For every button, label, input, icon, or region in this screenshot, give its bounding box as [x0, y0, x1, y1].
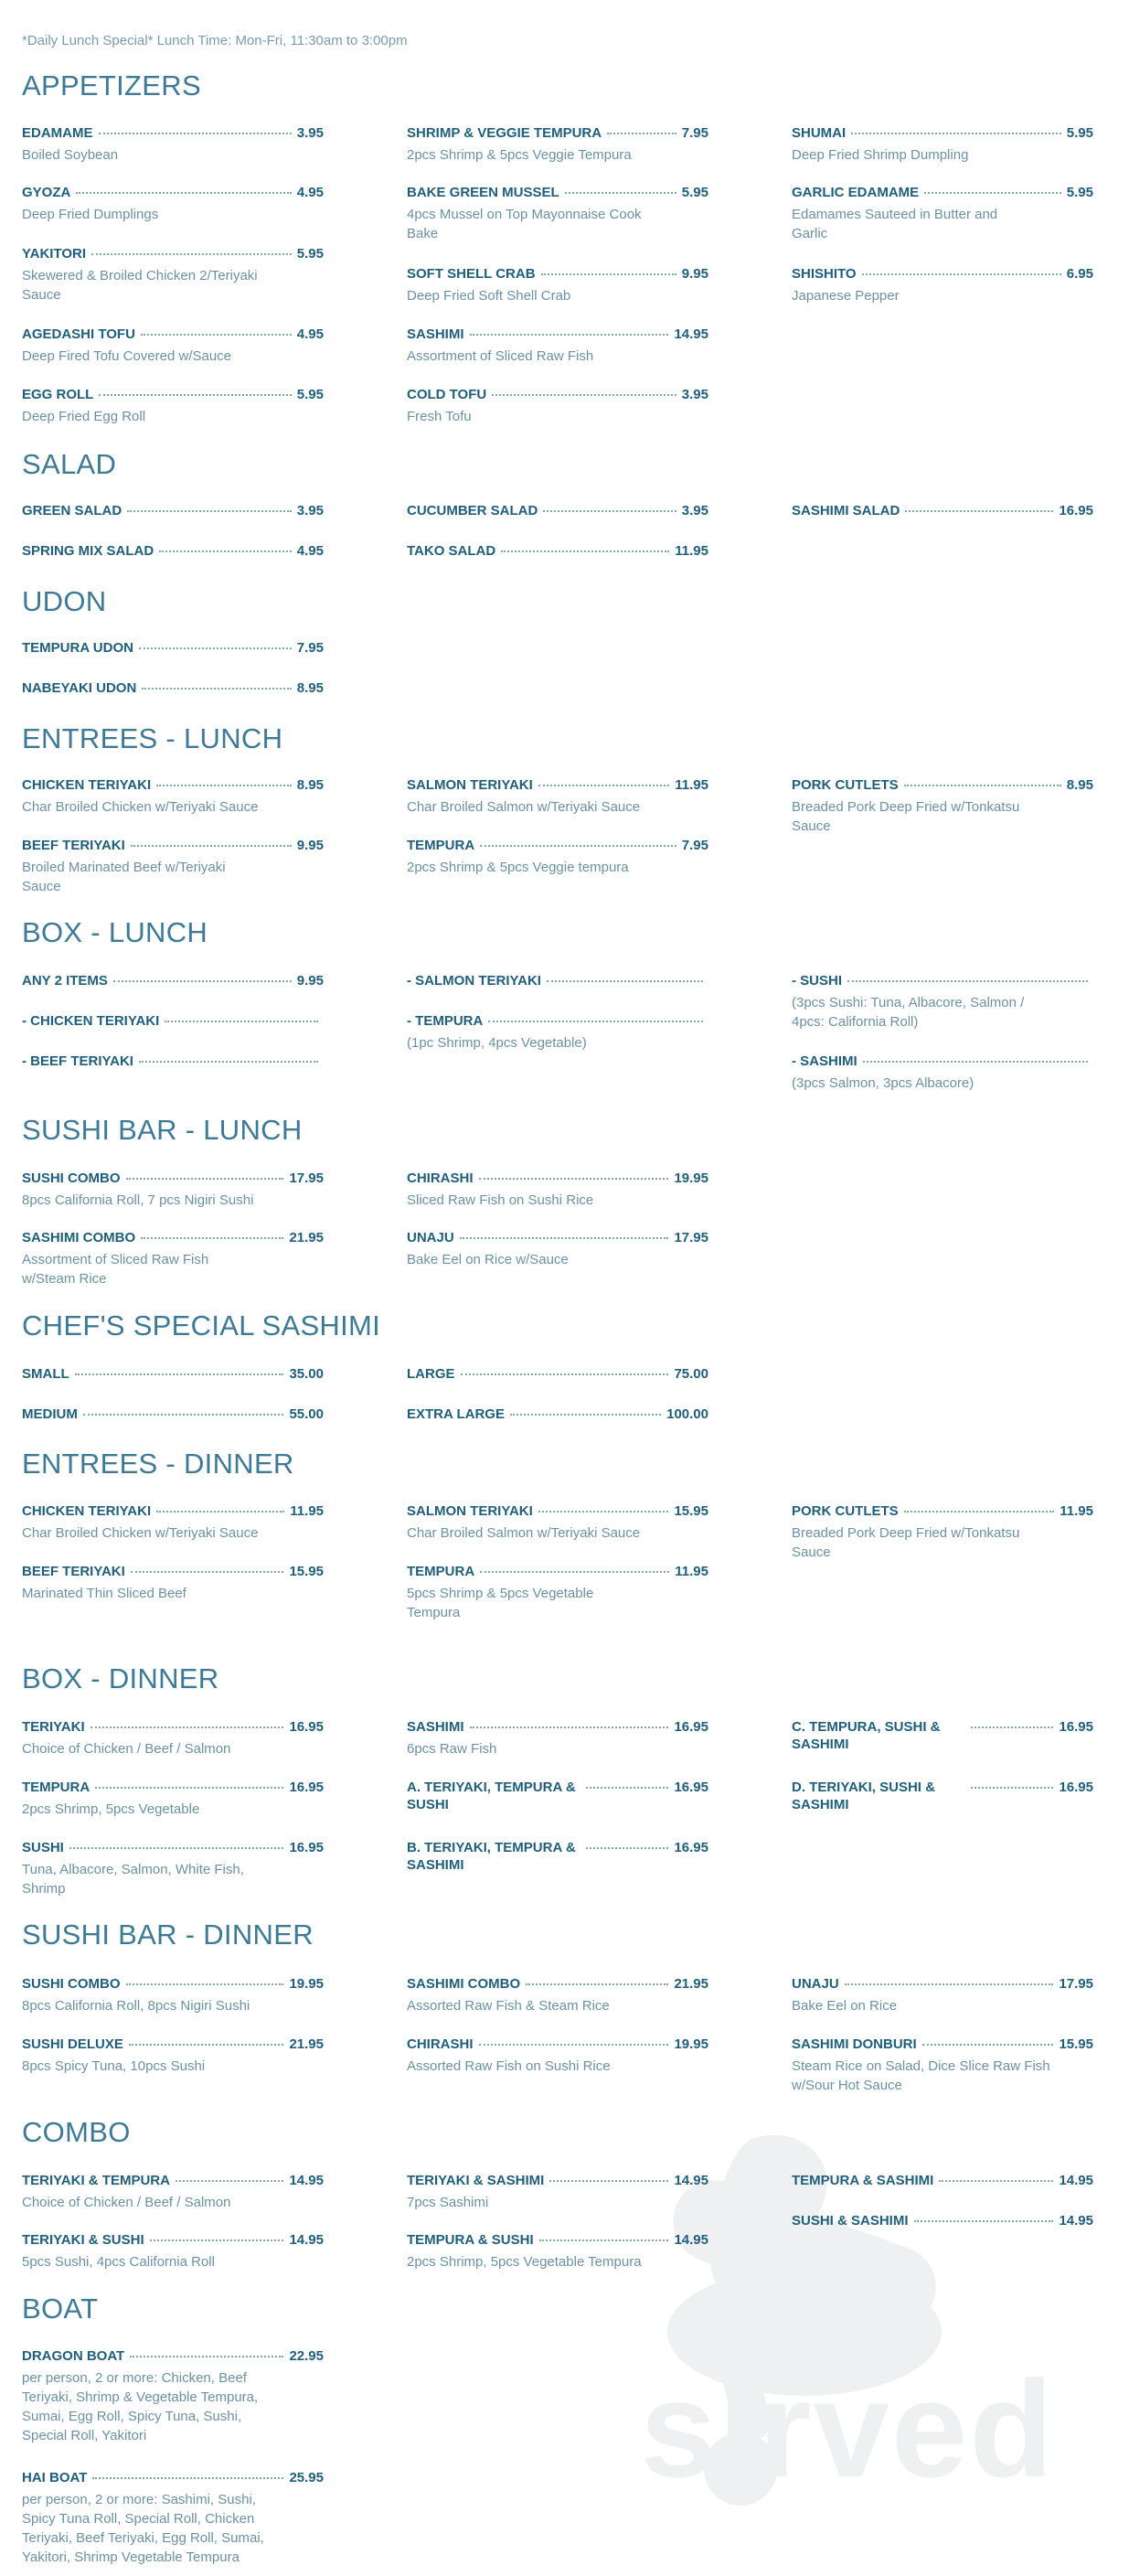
menu-item — [22, 326, 324, 366]
item-name: BAKE GREEN MUSSEL — [407, 185, 559, 200]
menu-item — [22, 639, 324, 657]
item-desc: 8pcs California Roll, 7 pcs Nigiri Sushi — [22, 1192, 254, 1208]
item-price: 14.95 — [1059, 2213, 1093, 2229]
item-price: 21.95 — [289, 2036, 324, 2052]
menu-item — [22, 1779, 324, 1819]
menu-item — [792, 2172, 1093, 2189]
menu-item — [407, 184, 708, 243]
menu-item — [22, 1170, 324, 1210]
menu-item — [22, 1502, 324, 1543]
item-desc: Deep Fried Dumplings — [22, 207, 159, 222]
item-price: 55.00 — [289, 1406, 324, 1422]
item-name: B. TERIYAKI, TEMPURA & SASHIMI — [407, 1840, 576, 1873]
item-price: 14.95 — [289, 2173, 324, 2188]
item-desc: (1pc Shrimp, 4pcs Vegetable) — [407, 1035, 587, 1051]
item-name: C. TEMPURA, SUSHI & SASHIMI — [792, 1719, 941, 1752]
item-price: 11.95 — [290, 1503, 324, 1519]
item-price: 11.95 — [1060, 1503, 1093, 1519]
menu-item — [407, 1839, 708, 1874]
menu-item — [792, 502, 1093, 519]
menu-item — [22, 2231, 324, 2271]
item-price: 22.95 — [289, 2348, 324, 2364]
item-price: 14.95 — [1059, 2173, 1093, 2188]
item-desc: Char Broiled Salmon w/Teriyaki Sauce — [407, 1525, 641, 1541]
menu-item — [792, 1502, 1093, 1562]
menu-item — [407, 1718, 708, 1758]
item-name: TEMPURA — [407, 1564, 475, 1579]
item-desc: per person, 2 or more: Sashimi, Sushi, Spicy Tuna Roll, Special Roll, Chicken Teriyaki, Beef Teriyaki, Egg Roll, Sumai, Yakitori, Shrimp Vegetable Tempura — [22, 2492, 264, 2565]
item-price: 4.95 — [296, 185, 324, 200]
menu-item — [22, 124, 324, 165]
menu-item — [22, 679, 324, 697]
item-price: 19.95 — [289, 1976, 324, 1992]
item-name: TEMPURA — [407, 838, 475, 853]
menu-item — [22, 1229, 324, 1288]
item-price: 8.95 — [296, 777, 324, 793]
item-price: 4.95 — [296, 326, 324, 342]
item-desc: Bake Eel on Rice — [792, 1998, 898, 2014]
item-price: 15.95 — [1059, 2036, 1093, 2052]
section-title-boat: BOAT — [22, 2293, 99, 2325]
menu-item — [407, 2231, 708, 2271]
item-desc: Char Broiled Chicken w/Teriyaki Sauce — [22, 1525, 259, 1541]
item-name: ANY 2 ITEMS — [22, 973, 108, 989]
section-title-box-lunch: BOX - LUNCH — [22, 916, 208, 948]
item-name: - CHICKEN TERIYAKI — [22, 1013, 160, 1029]
menu-item — [22, 1975, 324, 2015]
menu-item — [407, 2036, 708, 2076]
item-desc: 5pcs Shrimp & 5pcs Vegetable Tempura — [407, 1586, 594, 1620]
item-price: 14.95 — [674, 326, 708, 342]
item-price: 14.95 — [674, 2173, 708, 2188]
menu-item — [792, 1718, 1093, 1753]
menu-item — [407, 542, 708, 560]
item-price: 16.95 — [674, 1840, 708, 1855]
item-desc: 5pcs Sushi, 4pcs California Roll — [22, 2254, 215, 2270]
item-name: GYOZA — [22, 185, 71, 200]
item-desc: Deep Fried Shrimp Dumpling — [792, 147, 969, 163]
menu-item — [407, 2172, 708, 2212]
item-desc: per person, 2 or more: Chicken, Beef Teriyaki, Shrimp & Vegetable Tempura, Sumai, Egg Roll, Spicy Tuna, Sushi, Special Roll, Yakitori — [22, 2370, 259, 2443]
item-price: 4.95 — [296, 543, 324, 559]
menu-item — [22, 2469, 324, 2567]
menu-item — [792, 2212, 1093, 2229]
menu-item — [792, 972, 1093, 1031]
item-price: 16.95 — [289, 1840, 324, 1855]
item-desc: Marinated Thin Sliced Beef — [22, 1586, 186, 1601]
item-name: TEMPURA & SASHIMI — [792, 2173, 934, 2188]
item-price: 17.95 — [1059, 1976, 1093, 1992]
menu-item — [792, 2036, 1093, 2095]
section-title-sushi-bar-lunch: SUSHI BAR - LUNCH — [22, 1114, 303, 1146]
menu-item — [22, 1563, 324, 1603]
item-name: SASHIMI — [407, 1719, 464, 1735]
item-name: CHIRASHI — [407, 2036, 474, 2052]
section-title-entrees-lunch: ENTREES - LUNCH — [22, 722, 283, 754]
section-title-chefs-special-sashimi: CHEF'S SPECIAL SASHIMI — [22, 1309, 381, 1341]
item-price: 7.95 — [296, 640, 324, 656]
item-name: AGEDASHI TOFU — [22, 326, 135, 342]
menu-item — [407, 972, 708, 989]
item-price: 16.95 — [674, 1719, 708, 1735]
item-name: BEEF TERIYAKI — [22, 838, 125, 853]
item-price: 100.00 — [666, 1406, 708, 1422]
item-price: 16.95 — [1059, 1780, 1093, 1795]
item-desc: Skewered & Broiled Chicken 2/Teriyaki Sauce — [22, 268, 258, 303]
item-price: 5.95 — [681, 185, 708, 200]
section-title-entrees-dinner: ENTREES - DINNER — [22, 1448, 294, 1480]
menu-item — [407, 1975, 708, 2015]
menu-item — [22, 2347, 324, 2445]
menu-item — [407, 776, 708, 817]
menu-item — [792, 1053, 1093, 1093]
item-price: 25.95 — [289, 2470, 324, 2485]
item-name: SUSHI & SASHIMI — [792, 2213, 909, 2229]
menu-item — [792, 1779, 1093, 1813]
menu-item — [22, 1365, 324, 1383]
item-name: SASHIMI DONBURI — [792, 2036, 917, 2052]
item-price: 19.95 — [674, 2036, 708, 2052]
menu-item — [22, 386, 324, 426]
menu-item — [792, 265, 1093, 305]
item-price: 16.95 — [1059, 503, 1093, 518]
item-name: SASHIMI COMBO — [407, 1976, 521, 1992]
menu-item — [22, 1012, 324, 1030]
item-name: UNAJU — [407, 1230, 454, 1245]
item-desc: Char Broiled Salmon w/Teriyaki Sauce — [407, 799, 641, 815]
item-price: 5.95 — [296, 246, 324, 262]
item-name: TERIYAKI & TEMPURA — [22, 2173, 170, 2188]
item-name: - TEMPURA — [407, 1013, 484, 1029]
item-name: PORK CUTLETS — [792, 777, 899, 793]
item-name: TAKO SALAD — [407, 543, 496, 559]
item-price: 14.95 — [289, 2232, 324, 2248]
item-desc: Deep Fried Soft Shell Crab — [407, 288, 571, 304]
item-price: 3.95 — [681, 503, 708, 518]
item-desc: Steam Rice on Salad, Dice Slice Raw Fish w/Sour Hot Sauce — [792, 2058, 1050, 2093]
item-name: SHRIMP & VEGGIE TEMPURA — [407, 125, 602, 141]
menu-item — [22, 837, 324, 896]
item-name: SUSHI COMBO — [22, 1976, 121, 1992]
item-price: 9.95 — [296, 838, 324, 853]
item-name: SHUMAI — [792, 125, 847, 141]
item-price: 9.95 — [296, 973, 324, 989]
section-title-box-dinner: BOX - DINNER — [22, 1662, 219, 1694]
item-desc: 2pcs Shrimp & 5pcs Veggie Tempura — [407, 147, 632, 163]
item-name: - SASHIMI — [792, 1053, 857, 1069]
item-desc: 6pcs Raw Fish — [407, 1741, 497, 1757]
menu-item — [792, 1975, 1093, 2015]
item-price: 16.95 — [674, 1780, 708, 1795]
item-price: 16.95 — [289, 1719, 324, 1735]
item-price: 5.95 — [1066, 125, 1093, 141]
item-name: SALMON TERIYAKI — [407, 777, 533, 793]
item-desc: Sliced Raw Fish on Sushi Rice — [407, 1192, 594, 1208]
item-name: CUCUMBER SALAD — [407, 503, 538, 518]
item-price: 5.95 — [1066, 185, 1093, 200]
item-price: 16.95 — [1059, 1719, 1093, 1735]
item-name: UNAJU — [792, 1976, 839, 1992]
menu-item — [407, 502, 708, 519]
menu-item — [22, 245, 324, 305]
item-desc: Japanese Pepper — [792, 288, 900, 304]
menu-item — [407, 1563, 708, 1622]
item-desc: 2pcs Shrimp, 5pcs Vegetable Tempura — [407, 2254, 642, 2270]
menu-item — [407, 1502, 708, 1543]
item-desc: Assortment of Sliced Raw Fish w/Steam Rice — [22, 1252, 209, 1287]
item-name: - BEEF TERIYAKI — [22, 1053, 133, 1069]
menu-item — [407, 1012, 708, 1053]
menu-item — [22, 2172, 324, 2212]
item-price: 14.95 — [674, 2232, 708, 2248]
item-desc: Fresh Tofu — [407, 409, 472, 424]
section-title-appetizers: APPETIZERS — [22, 69, 201, 102]
item-desc: Choice of Chicken / Beef / Salmon — [22, 1741, 231, 1757]
menu-item — [22, 502, 324, 519]
item-name: - SALMON TERIYAKI — [407, 973, 541, 989]
menu-item — [22, 776, 324, 817]
item-price: 75.00 — [674, 1366, 708, 1382]
item-price: 8.95 — [296, 680, 324, 696]
item-price: 16.95 — [289, 1780, 324, 1795]
item-name: SALMON TERIYAKI — [407, 1503, 533, 1519]
item-name: SOFT SHELL CRAB — [407, 266, 536, 282]
item-desc: Assorted Raw Fish on Sushi Rice — [407, 2058, 611, 2074]
item-desc: Broiled Marinated Beef w/Teriyaki Sauce — [22, 860, 226, 894]
item-name: TERIYAKI & SUSHI — [22, 2232, 144, 2248]
item-desc: Deep Fired Tofu Covered w/Sauce — [22, 348, 232, 364]
item-desc: Char Broiled Chicken w/Teriyaki Sauce — [22, 799, 259, 815]
item-price: 5.95 — [296, 387, 324, 402]
item-desc: Assorted Raw Fish & Steam Rice — [407, 1998, 610, 2014]
item-price: 11.95 — [675, 543, 708, 559]
item-name: GREEN SALAD — [22, 503, 122, 518]
item-name: SPRING MIX SALAD — [22, 543, 154, 559]
menu-item — [407, 326, 708, 366]
menu-item — [792, 124, 1093, 165]
item-price: 3.95 — [296, 503, 324, 518]
item-desc: 8pcs Spicy Tuna, 10pcs Sushi — [22, 2058, 206, 2074]
item-name: A. TERIYAKI, TEMPURA & SUSHI — [407, 1780, 576, 1812]
item-desc: Bake Eel on Rice w/Sauce — [407, 1252, 569, 1267]
item-name: DRAGON BOAT — [22, 2348, 125, 2364]
menu-item — [407, 386, 708, 426]
item-price: 15.95 — [674, 1503, 708, 1519]
menu-item — [407, 1779, 708, 1813]
menu-item — [407, 124, 708, 165]
watermark-text: sirved — [640, 2352, 1055, 2506]
item-name: - SUSHI — [792, 973, 843, 989]
menu-item — [22, 1053, 324, 1070]
item-name: EGG ROLL — [22, 387, 94, 402]
item-price: 17.95 — [289, 1170, 324, 1186]
item-desc: Tuna, Albacore, Salmon, White Fish, Shrimp — [22, 1862, 244, 1897]
item-desc: (3pcs Sushi: Tuna, Albacore, Salmon / 4pcs: California Roll) — [792, 995, 1025, 1030]
item-price: 21.95 — [289, 1230, 324, 1245]
item-name: SASHIMI — [407, 326, 464, 342]
item-desc: Choice of Chicken / Beef / Salmon — [22, 2195, 231, 2210]
item-name: EDAMAME — [22, 125, 93, 141]
item-desc: Boiled Soybean — [22, 147, 119, 163]
menu-item — [22, 1406, 324, 1423]
item-name: MEDIUM — [22, 1406, 78, 1422]
item-desc: Breaded Pork Deep Fried w/Tonkatsu Sauce — [792, 1525, 1020, 1560]
lunch-notice: *Daily Lunch Special* Lunch Time: Mon-Fri, 11:30am to 3:00pm — [22, 33, 408, 48]
menu-item — [22, 1718, 324, 1758]
menu-item — [407, 1229, 708, 1269]
item-name: SUSHI COMBO — [22, 1170, 121, 1186]
item-price: 8.95 — [1066, 777, 1093, 793]
item-price: 21.95 — [674, 1976, 708, 1992]
item-price: 11.95 — [675, 1564, 708, 1579]
item-name: TERIYAKI & SASHIMI — [407, 2173, 545, 2188]
section-title-combo: COMBO — [22, 2116, 131, 2148]
menu-item — [22, 542, 324, 560]
menu-item — [22, 972, 324, 989]
item-name: SHISHITO — [792, 266, 857, 282]
menu-item — [407, 837, 708, 877]
menu-item — [407, 265, 708, 305]
item-desc: Edamames Sauteed in Butter and Garlic — [792, 207, 998, 241]
item-name: HAI BOAT — [22, 2470, 88, 2485]
item-name: PORK CUTLETS — [792, 1503, 899, 1519]
item-name: CHICKEN TERIYAKI — [22, 1503, 152, 1519]
item-desc: 2pcs Shrimp, 5pcs Vegetable — [22, 1801, 200, 1817]
section-title-sushi-bar-dinner: SUSHI BAR - DINNER — [22, 1919, 314, 1951]
item-name: CHICKEN TERIYAKI — [22, 777, 152, 793]
item-name: D. TERIYAKI, SUSHI & SASHIMI — [792, 1780, 935, 1812]
menu-item — [792, 776, 1093, 836]
menu-item — [22, 1839, 324, 1898]
item-price: 6.95 — [1066, 266, 1093, 282]
menu-item — [407, 1365, 708, 1383]
item-name: SUSHI DELUXE — [22, 2036, 123, 2052]
item-price: 17.95 — [674, 1230, 708, 1245]
item-price: 7.95 — [681, 838, 708, 853]
item-price: 9.95 — [681, 266, 708, 282]
item-name: YAKITORI — [22, 246, 87, 262]
item-desc: 2pcs Shrimp & 5pcs Veggie tempura — [407, 860, 629, 875]
item-price: 35.00 — [289, 1366, 324, 1382]
item-price: 19.95 — [674, 1170, 708, 1186]
item-price: 3.95 — [296, 125, 324, 141]
item-desc: 7pcs Sashimi — [407, 2195, 489, 2210]
section-title-udon: UDON — [22, 585, 107, 617]
item-price: 11.95 — [675, 777, 708, 793]
item-price: 3.95 — [681, 387, 708, 402]
item-name: TEMPURA & SUSHI — [407, 2232, 534, 2248]
item-name: SASHIMI COMBO — [22, 1230, 136, 1245]
item-name: BEEF TERIYAKI — [22, 1564, 125, 1579]
item-price: 15.95 — [289, 1564, 324, 1579]
item-name: TERIYAKI — [22, 1719, 85, 1735]
menu-item — [792, 184, 1093, 243]
item-desc: (3pcs Salmon, 3pcs Albacore) — [792, 1075, 975, 1091]
item-desc: Breaded Pork Deep Fried w/Tonkatsu Sauce — [792, 799, 1020, 834]
item-price: 7.95 — [681, 125, 708, 141]
item-name: GARLIC EDAMAME — [792, 185, 920, 200]
item-desc: Assortment of Sliced Raw Fish — [407, 348, 594, 364]
menu-item — [22, 184, 324, 224]
item-name: EXTRA LARGE — [407, 1406, 505, 1422]
item-desc: Deep Fried Egg Roll — [22, 409, 146, 424]
menu-item — [22, 2036, 324, 2076]
item-name: TEMPURA — [22, 1780, 91, 1795]
item-name: TEMPURA UDON — [22, 640, 133, 656]
menu-item — [407, 1406, 708, 1423]
item-name: LARGE — [407, 1366, 455, 1382]
item-name: COLD TOFU — [407, 387, 487, 402]
item-name: SMALL — [22, 1366, 69, 1382]
item-desc: 8pcs California Roll, 8pcs Nigiri Sushi — [22, 1998, 250, 2014]
item-name: SUSHI — [22, 1840, 64, 1855]
item-name: NABEYAKI UDON — [22, 680, 137, 696]
menu-item — [407, 1170, 708, 1210]
item-name: SASHIMI SALAD — [792, 503, 900, 518]
section-title-salad: SALAD — [22, 448, 117, 480]
item-desc: 4pcs Mussel on Top Mayonnaise Cook Bake — [407, 207, 642, 241]
item-name: CHIRASHI — [407, 1170, 474, 1186]
